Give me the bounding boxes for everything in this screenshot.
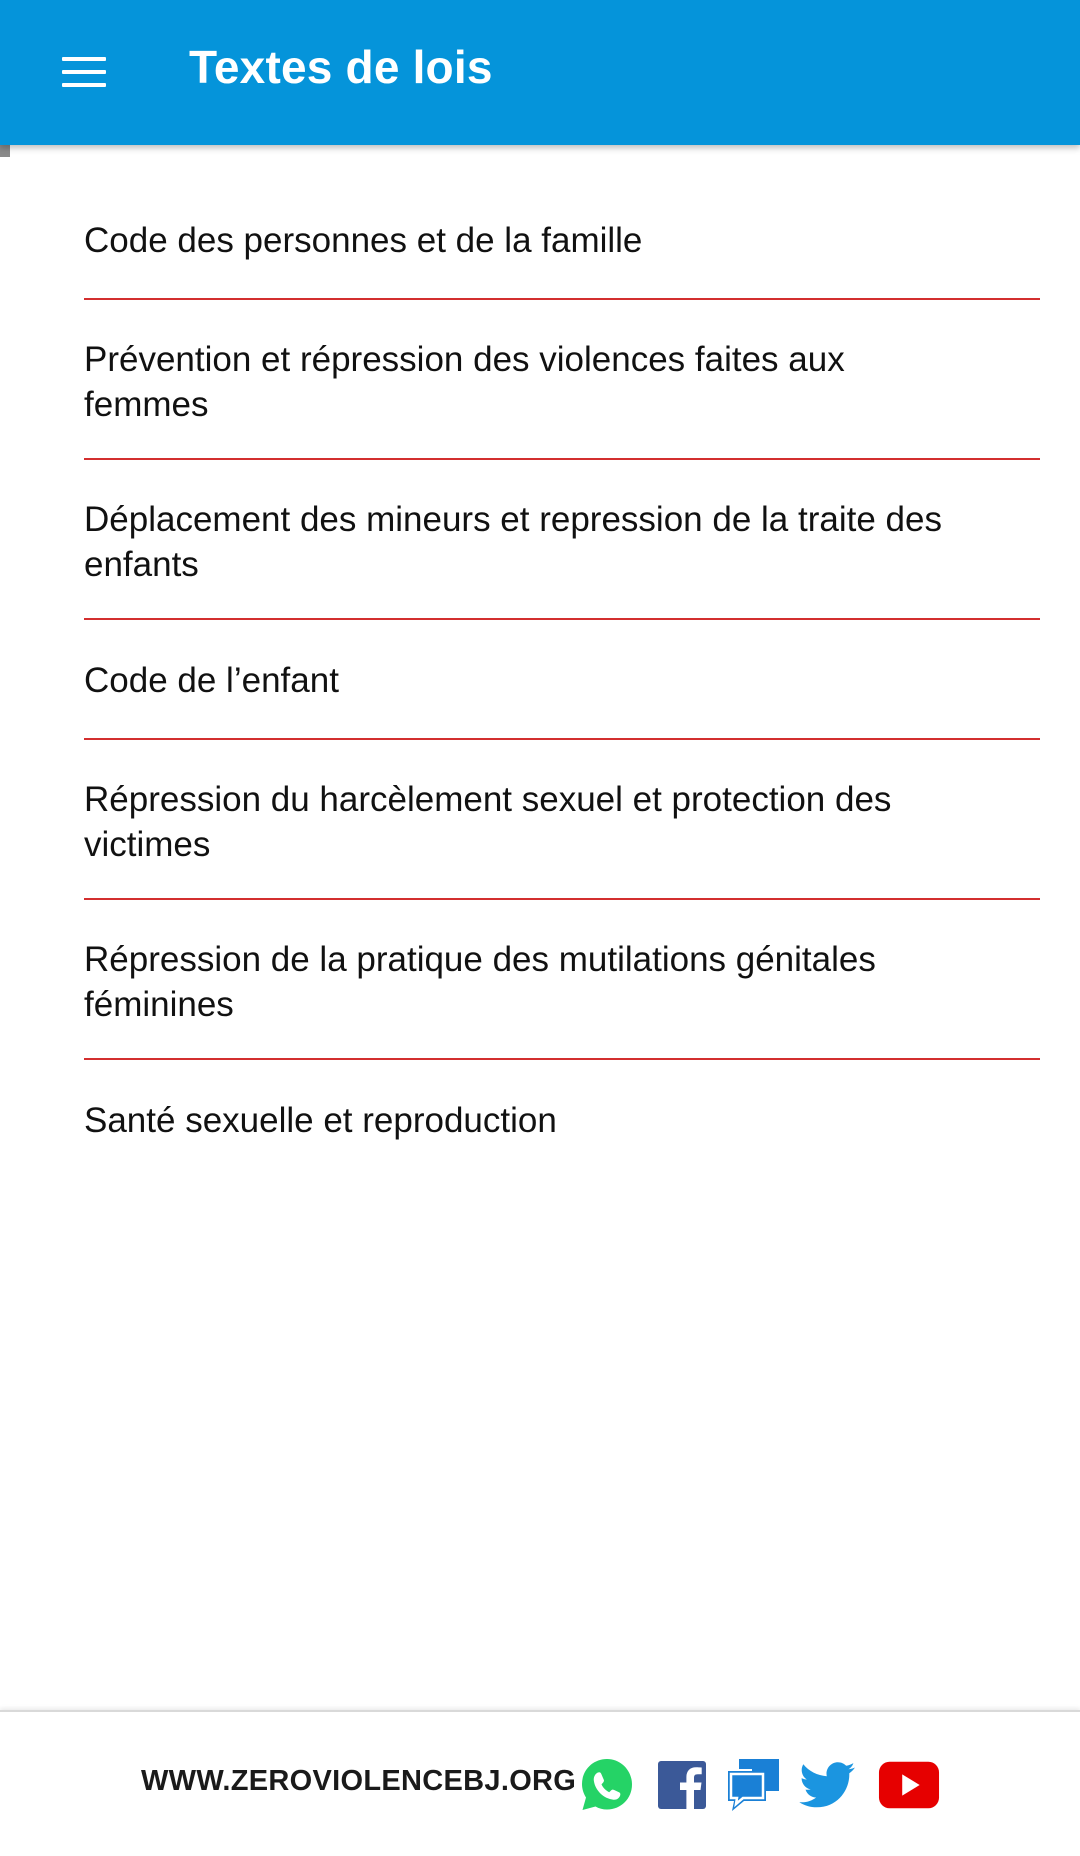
list-item-code-enfant[interactable]: Code de l’enfant — [84, 620, 1040, 740]
youtube-icon[interactable] — [878, 1755, 940, 1815]
whatsapp-icon[interactable] — [576, 1755, 638, 1815]
list-item-violences-femmes[interactable]: Prévention et répression des violences faites aux femmes — [84, 300, 1040, 460]
twitter-icon[interactable] — [797, 1755, 859, 1815]
list-item-harcelement-sexuel[interactable]: Répression du harcèlement sexuel et protection des victimes — [84, 740, 1040, 900]
laws-list — [84, 180, 1040, 1180]
messenger-icon[interactable] — [724, 1755, 786, 1815]
page-title: Textes de lois — [189, 41, 493, 93]
app-bar — [0, 0, 1080, 145]
website-link[interactable]: WWW.ZEROVIOLENCEBJ.ORG — [141, 1765, 577, 1797]
scroll-indicator — [0, 145, 10, 157]
hamburger-menu-icon[interactable] — [40, 32, 128, 112]
list-item-deplacement-mineurs[interactable]: Déplacement des mineurs et repression de la traite des enfants — [84, 460, 1040, 620]
list-item-code-personnes-famille[interactable]: Code des personnes et de la famille — [84, 180, 1040, 300]
list-item-mutilations-genitales[interactable]: Répression de la pratique des mutilations génitales féminines — [84, 900, 1040, 1060]
facebook-icon[interactable] — [653, 1755, 715, 1815]
list-item-sante-sexuelle[interactable]: Santé sexuelle et reproduction — [84, 1101, 557, 1140]
footer — [0, 1710, 1080, 1856]
